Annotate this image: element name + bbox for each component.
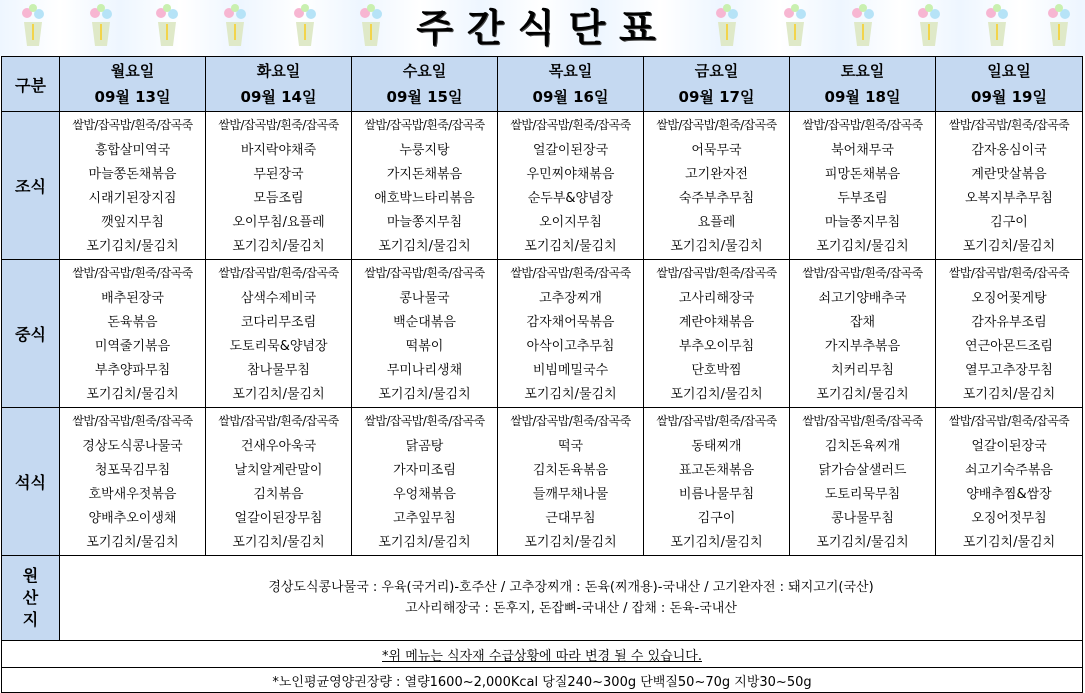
menu-cell xyxy=(644,408,790,556)
menu-item: 포기김치/물김치 xyxy=(670,239,763,254)
menu-cell xyxy=(936,260,1083,408)
flower-pot-icon xyxy=(780,4,810,50)
menu-item: 콩나물무침 xyxy=(831,511,894,526)
menu-item: 시래기된장지짐 xyxy=(88,191,177,206)
day-header xyxy=(352,57,498,112)
menu-item: 애호박느타리볶음 xyxy=(374,191,475,206)
menu-item: 열무고추장무침 xyxy=(965,363,1053,378)
menu-cell xyxy=(206,408,352,556)
menu-item: 우민찌야채볶음 xyxy=(526,167,615,182)
menu-item: 얼갈이된장국 xyxy=(971,439,1047,454)
menu-item: 포기김치/물김치 xyxy=(524,239,617,254)
menu-item: 비름나물무침 xyxy=(678,487,755,502)
day-date: 09월 14일 xyxy=(240,88,317,106)
menu-cell xyxy=(60,260,206,408)
menu-item: 피망돈채볶음 xyxy=(824,167,901,182)
menu-item: 포기김치/물김치 xyxy=(962,535,1056,550)
day-date: 09월 17일 xyxy=(678,88,755,106)
flower-pot-icon xyxy=(18,4,48,50)
menu-item: 돈육볶음 xyxy=(107,315,158,330)
menu-item: 가자미조림 xyxy=(393,463,456,478)
menu-item: 도토리묵무침 xyxy=(824,487,901,502)
flower-pot-icon xyxy=(86,4,116,50)
menu-item: 날치알계란말이 xyxy=(234,463,323,478)
menu-item: 마늘쫑지무침 xyxy=(386,215,463,230)
origin-label-char: 산 xyxy=(22,588,39,607)
origin-label-char: 원 xyxy=(22,566,39,585)
menu-item: 포기김치/물김치 xyxy=(86,535,179,550)
menu-cell xyxy=(352,408,498,556)
menu-item: 들깨무채나물 xyxy=(532,487,609,502)
menu-item: 오징어꽃게탕 xyxy=(971,291,1047,306)
menu-item: 청포묵김무침 xyxy=(94,463,171,478)
flower-pot-icon xyxy=(712,4,742,50)
menu-item: 연근아몬드조림 xyxy=(965,339,1053,354)
day-date: 09월 16일 xyxy=(532,88,609,106)
category-header: 구분 xyxy=(2,57,60,112)
menu-item: 포기김치/물김치 xyxy=(524,387,617,402)
menu-item: 쌀밥/잡곡밥/흰죽/잡곡죽 xyxy=(802,414,923,428)
day-name: 수요일 xyxy=(402,62,447,80)
menu-item: 쌀밥/잡곡밥/흰죽/잡곡죽 xyxy=(364,118,485,132)
menu-item: 김치볶음 xyxy=(253,487,304,502)
menu-item: 무된장국 xyxy=(253,167,304,182)
menu-item: 쌀밥/잡곡밥/흰죽/잡곡죽 xyxy=(72,414,193,428)
menu-cell xyxy=(790,112,936,260)
day-name: 월요일 xyxy=(110,62,155,80)
menu-item: 쌀밥/잡곡밥/흰죽/잡곡죽 xyxy=(72,118,193,132)
menu-item: 깻잎지무침 xyxy=(101,215,164,230)
menu-item: 포기김치/물김치 xyxy=(816,239,909,254)
day-header xyxy=(206,57,352,112)
weekly-menu-table xyxy=(1,56,1083,693)
flower-pot-icon xyxy=(1044,4,1074,50)
menu-cell xyxy=(644,112,790,260)
menu-item: 쌀밥/잡곡밥/흰죽/잡곡죽 xyxy=(510,266,631,280)
menu-item: 고사리해장국 xyxy=(678,291,755,306)
origin-line: 경상도식콩나물국 : 우육(국거리)-호주산 / 고추장찌개 : 돈육(찌개용)-국내산 / 고기완자전 : 돼지고기(국산) xyxy=(268,580,874,595)
menu-item: 포기김치/물김치 xyxy=(378,239,471,254)
menu-item: 닭가슴살샐러드 xyxy=(818,463,907,478)
menu-item: 마늘쫑지무침 xyxy=(824,215,901,230)
origin-line: 고사리해장국 : 돈후지, 돈잡뼈-국내산 / 잡채 : 돈육-국내산 xyxy=(405,601,737,616)
menu-item: 동태찌개 xyxy=(691,439,742,454)
menu-item: 포기김치/물김치 xyxy=(670,535,763,550)
meal-label: 중식 xyxy=(2,260,60,408)
meal-label: 석식 xyxy=(2,408,60,556)
menu-item: 쌀밥/잡곡밥/흰죽/잡곡죽 xyxy=(510,414,631,428)
day-name: 목요일 xyxy=(548,62,593,80)
menu-item: 근대무침 xyxy=(545,511,596,526)
menu-cell xyxy=(206,112,352,260)
nutrition-guideline: *노인평균영양권장량 : 열량1600~2,000Kcal 당질240~300g 단백질50~70g 지방30~50g xyxy=(2,668,1083,693)
menu-item: 포기김치/물김치 xyxy=(962,387,1056,402)
menu-cell xyxy=(644,260,790,408)
title-banner xyxy=(0,0,1085,56)
flower-pot-icon xyxy=(290,4,320,50)
day-header xyxy=(60,57,206,112)
menu-item: 참나물무침 xyxy=(247,363,310,378)
menu-item: 바지락야채죽 xyxy=(240,143,317,158)
menu-item: 도토리묵&양념장 xyxy=(229,339,328,354)
menu-item: 쌀밥/잡곡밥/흰죽/잡곡죽 xyxy=(656,118,777,132)
day-header xyxy=(790,57,936,112)
menu-item: 쌀밥/잡곡밥/흰죽/잡곡죽 xyxy=(510,118,631,132)
menu-item: 마늘쫑돈채볶음 xyxy=(88,167,177,182)
flower-pot-icon xyxy=(982,4,1012,50)
menu-item: 포기김치/물김치 xyxy=(232,387,325,402)
menu-item: 양배추찜&쌈장 xyxy=(966,487,1052,502)
menu-item: 포기김치/물김치 xyxy=(378,535,471,550)
day-header xyxy=(498,57,644,112)
menu-item: 쇠고기숙주볶음 xyxy=(965,463,1053,478)
menu-item: 쌀밥/잡곡밥/흰죽/잡곡죽 xyxy=(656,266,777,280)
menu-item: 가지부추볶음 xyxy=(824,339,901,354)
page-title: 주간식단표 xyxy=(416,6,670,50)
menu-cell xyxy=(206,260,352,408)
menu-item: 떡볶이 xyxy=(405,339,444,354)
day-name: 금요일 xyxy=(694,62,739,80)
day-date: 09월 15일 xyxy=(386,88,463,106)
menu-item: 포기김치/물김치 xyxy=(670,387,763,402)
menu-item: 누룽지탕 xyxy=(399,143,450,158)
change-notice: *위 메뉴는 식자재 수급상황에 따라 변경 될 수 있습니다. xyxy=(2,641,1083,668)
notice-row xyxy=(2,641,1083,668)
menu-item: 김구이 xyxy=(990,215,1028,230)
day-date: 09월 13일 xyxy=(94,88,171,106)
menu-cell xyxy=(352,112,498,260)
flower-pot-icon xyxy=(914,4,944,50)
menu-item: 쌀밥/잡곡밥/흰죽/잡곡죽 xyxy=(218,118,339,132)
menu-item: 쌀밥/잡곡밥/흰죽/잡곡죽 xyxy=(364,414,485,428)
menu-item: 단호박찜 xyxy=(691,363,742,378)
meal-label: 조식 xyxy=(2,112,60,260)
menu-cell xyxy=(936,408,1083,556)
menu-item: 쌀밥/잡곡밥/흰죽/잡곡죽 xyxy=(948,414,1070,428)
menu-item: 북어채무국 xyxy=(831,143,894,158)
menu-item: 포기김치/물김치 xyxy=(524,535,617,550)
flower-pot-icon xyxy=(356,4,386,50)
menu-item: 우엉채볶음 xyxy=(393,487,456,502)
menu-cell xyxy=(790,260,936,408)
menu-item: 포기김치/물김치 xyxy=(232,239,325,254)
day-name: 토요일 xyxy=(840,62,885,80)
menu-item: 쌀밥/잡곡밥/흰죽/잡곡죽 xyxy=(948,118,1070,132)
menu-cell xyxy=(498,408,644,556)
menu-item: 얼갈이된장국 xyxy=(532,143,609,158)
menu-item: 쇠고기양배추국 xyxy=(818,291,907,306)
menu-item: 계란야채볶음 xyxy=(678,315,755,330)
meal-row-lunch xyxy=(2,260,1083,408)
day-date: 09월 19일 xyxy=(971,88,1047,106)
menu-item: 부추오이무침 xyxy=(678,339,755,354)
menu-item: 쌀밥/잡곡밥/흰죽/잡곡죽 xyxy=(948,266,1070,280)
menu-item: 오이지무침 xyxy=(539,215,602,230)
day-date: 09월 18일 xyxy=(824,88,901,106)
menu-cell xyxy=(60,408,206,556)
menu-item: 잡채 xyxy=(849,315,876,330)
menu-item: 쌀밥/잡곡밥/흰죽/잡곡죽 xyxy=(364,266,485,280)
menu-item: 경상도식콩나물국 xyxy=(82,439,183,454)
menu-item: 오이무침/요플레 xyxy=(232,215,325,230)
menu-item: 쌀밥/잡곡밥/흰죽/잡곡죽 xyxy=(656,414,777,428)
menu-item: 김치돈육볶음 xyxy=(532,463,609,478)
menu-item: 포기김치/물김치 xyxy=(86,239,179,254)
menu-item: 요플레 xyxy=(697,215,736,230)
menu-item: 포기김치/물김치 xyxy=(816,535,909,550)
menu-item: 무미나리생채 xyxy=(386,363,463,378)
origin-label xyxy=(2,556,60,641)
menu-cell xyxy=(498,112,644,260)
menu-item: 순두부&양념장 xyxy=(527,191,614,206)
menu-item: 감자옹심이국 xyxy=(971,143,1047,158)
menu-item: 고추잎무침 xyxy=(393,511,456,526)
origin-info xyxy=(60,556,1083,641)
day-header-row xyxy=(2,57,1083,112)
menu-item: 쌀밥/잡곡밥/흰죽/잡곡죽 xyxy=(218,414,339,428)
menu-cell xyxy=(352,260,498,408)
menu-item: 부추양파무침 xyxy=(94,363,171,378)
menu-item: 떡국 xyxy=(557,439,584,454)
menu-item: 닭곰탕 xyxy=(405,439,444,454)
nutrition-row xyxy=(2,668,1083,693)
menu-item: 감자유부조림 xyxy=(971,315,1047,330)
menu-item: 김구이 xyxy=(697,511,736,526)
menu-item: 고기완자전 xyxy=(685,167,748,182)
menu-item: 쌀밥/잡곡밥/흰죽/잡곡죽 xyxy=(802,118,923,132)
menu-item: 감자채어묵볶음 xyxy=(526,315,615,330)
menu-item: 백순대볶음 xyxy=(393,315,456,330)
menu-cell xyxy=(936,112,1083,260)
menu-cell xyxy=(498,260,644,408)
menu-item: 표고돈채볶음 xyxy=(678,463,755,478)
menu-item: 어묵무국 xyxy=(691,143,742,158)
menu-item: 콩나물국 xyxy=(399,291,450,306)
menu-item: 코다리무조림 xyxy=(240,315,317,330)
menu-item: 아삭이고추무침 xyxy=(526,339,615,354)
menu-item: 김치돈육찌개 xyxy=(824,439,901,454)
origin-row xyxy=(2,556,1083,641)
menu-item: 가지돈채볶음 xyxy=(386,167,463,182)
menu-item: 얼갈이된장무침 xyxy=(234,511,323,526)
menu-item: 배추된장국 xyxy=(101,291,164,306)
day-header xyxy=(644,57,790,112)
meal-row-dinner xyxy=(2,408,1083,556)
menu-item: 비빔메밀국수 xyxy=(532,363,609,378)
menu-item: 두부조림 xyxy=(837,191,888,206)
menu-item: 건새우아욱국 xyxy=(240,439,317,454)
origin-label-char: 지 xyxy=(22,610,39,629)
menu-item: 포기김치/물김치 xyxy=(378,387,471,402)
menu-item: 쌀밥/잡곡밥/흰죽/잡곡죽 xyxy=(802,266,923,280)
menu-item: 흥합살미역국 xyxy=(94,143,171,158)
day-name: 일요일 xyxy=(987,62,1031,80)
menu-item: 오복지부추무침 xyxy=(965,191,1053,206)
flower-pot-icon xyxy=(848,4,878,50)
menu-item: 고추장찌개 xyxy=(539,291,602,306)
menu-item: 포기김치/물김치 xyxy=(232,535,325,550)
menu-item: 숙주부추무침 xyxy=(678,191,755,206)
menu-item: 모듬조림 xyxy=(253,191,304,206)
menu-cell xyxy=(790,408,936,556)
meal-row-breakfast xyxy=(2,112,1083,260)
menu-item: 오징어젓무침 xyxy=(971,511,1047,526)
day-name: 화요일 xyxy=(256,62,301,80)
flower-pot-icon xyxy=(220,4,250,50)
menu-item: 미역줄기볶음 xyxy=(94,339,171,354)
flower-pot-icon xyxy=(152,4,182,50)
day-header xyxy=(936,57,1083,112)
menu-item: 포기김치/물김치 xyxy=(816,387,909,402)
menu-item: 호박새우젓볶음 xyxy=(88,487,177,502)
menu-cell xyxy=(60,112,206,260)
menu-item: 양배추오이생채 xyxy=(88,511,177,526)
menu-item: 포기김치/물김치 xyxy=(962,239,1056,254)
menu-item: 계란맛살볶음 xyxy=(971,167,1047,182)
menu-item: 쌀밥/잡곡밥/흰죽/잡곡죽 xyxy=(218,266,339,280)
menu-item: 쌀밥/잡곡밥/흰죽/잡곡죽 xyxy=(72,266,193,280)
menu-item: 삼색수제비국 xyxy=(240,291,317,306)
menu-item: 포기김치/물김치 xyxy=(86,387,179,402)
menu-item: 치커리무침 xyxy=(831,363,894,378)
